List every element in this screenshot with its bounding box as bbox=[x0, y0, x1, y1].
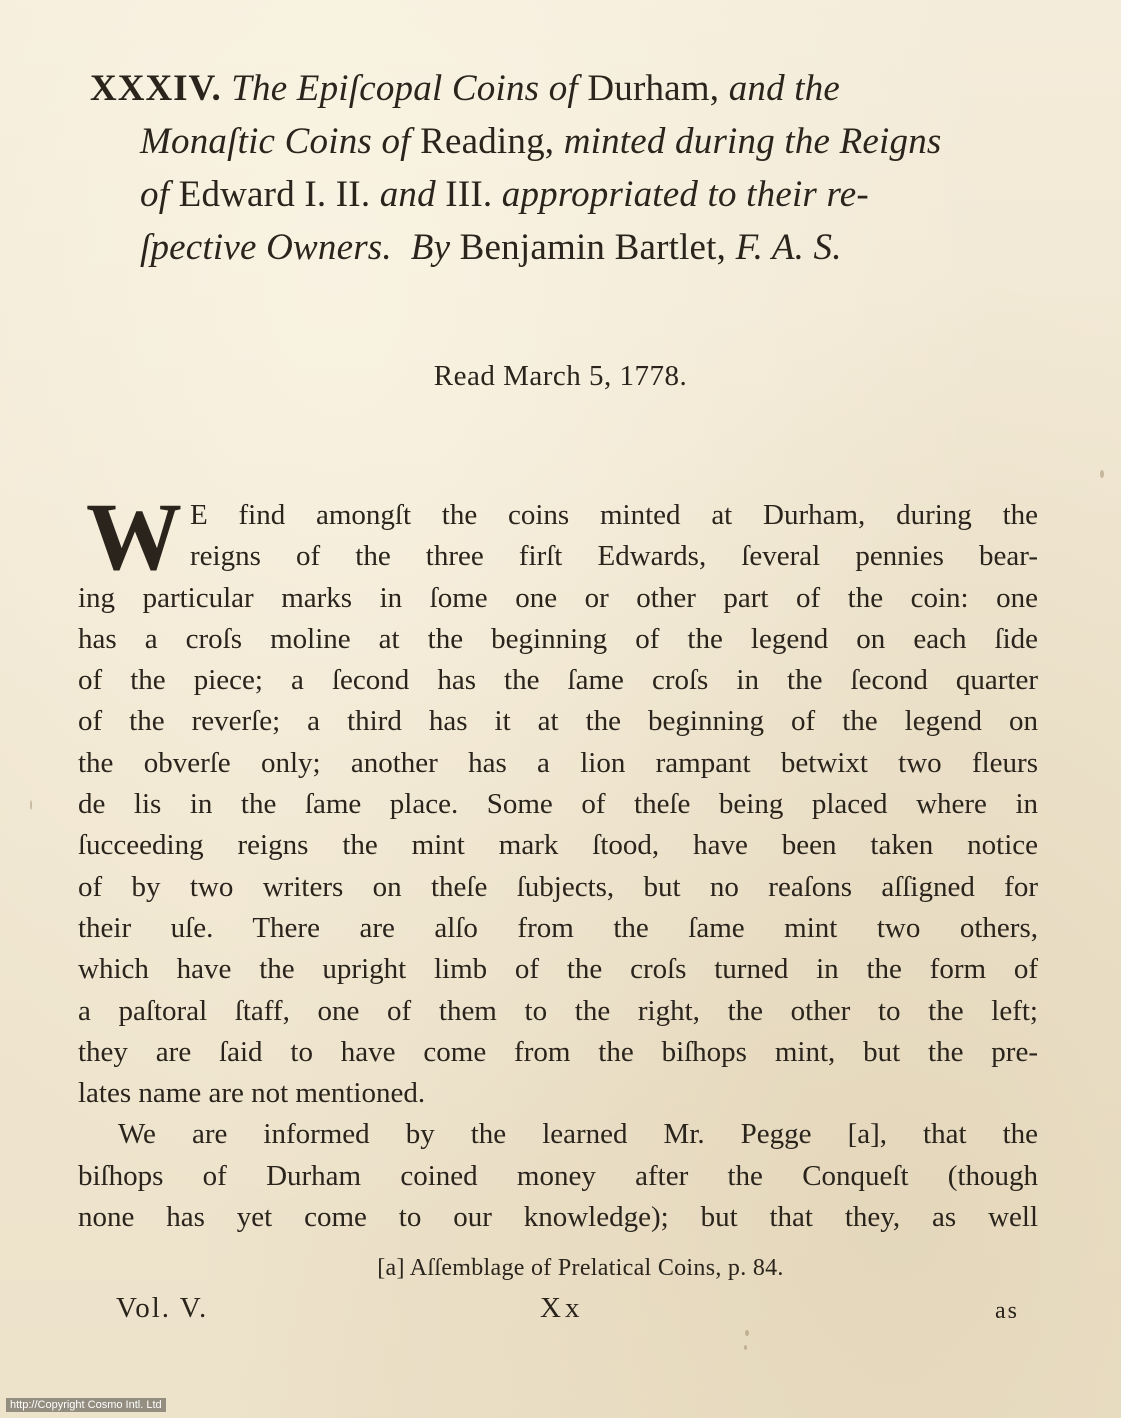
text-line: E find amongſt the coins minted at Durham, during the bbox=[190, 499, 1038, 531]
ink-speck bbox=[30, 800, 32, 810]
title-text: appropriated to their re- bbox=[501, 174, 869, 215]
title-text: Durham, bbox=[587, 68, 720, 109]
drop-cap: W bbox=[86, 483, 182, 590]
text-line: none has yet come to our knowledge); but that they, as well bbox=[78, 1201, 1038, 1234]
text-line: has a croſs moline at the beginning of the legend on each ſide bbox=[78, 622, 1038, 655]
copyright-watermark: http://Copyright Cosmo Intl. Ltd bbox=[6, 1398, 166, 1412]
text-line: of by two writers on theſe ſubjects, but no reaſons aſſigned for bbox=[78, 870, 1038, 903]
author-name: Benjamin Bartlet, bbox=[459, 227, 727, 268]
footnote: [a] Aſſemblage of Prelatical Coins, p. 84. bbox=[377, 1255, 784, 1281]
ink-speck bbox=[744, 1345, 747, 1350]
text-line: of the reverſe; a third has it at the beginning of the legend on bbox=[78, 705, 1038, 738]
title-text: Reading, bbox=[420, 121, 555, 162]
text-line: the obverſe only; another has a lion rampant betwixt two fleurs bbox=[78, 746, 1038, 779]
text-line: a paſtoral ſtaff, one of them to the right, the other to the left; bbox=[78, 994, 1038, 1027]
title-text: and bbox=[379, 174, 436, 215]
text-line: de lis in the ſame place. Some of theſe being placed where in bbox=[78, 788, 1038, 821]
ink-speck bbox=[1100, 470, 1104, 478]
title-text: III. bbox=[445, 174, 493, 215]
paragraph-1 bbox=[78, 483, 1038, 1114]
text-line: their uſe. There are alſo from the ſame mint two others, bbox=[78, 911, 1038, 944]
title-text: Monaſtic Coins of bbox=[140, 121, 411, 162]
volume-label: Vol. V. bbox=[116, 1292, 209, 1324]
text-line: lates name are not mentioned. bbox=[78, 1077, 426, 1110]
title-text: Edward I. II. bbox=[178, 174, 371, 215]
title-line-4 bbox=[90, 221, 1050, 274]
text-line: they are ſaid to have come from the biſhops mint, but the pre- bbox=[78, 1035, 1038, 1068]
title-text: of bbox=[140, 174, 170, 215]
text-line: which have the upright limb of the croſs turned in the form of bbox=[78, 953, 1038, 986]
title-text: ſpective Owners. bbox=[140, 227, 392, 268]
catchword: as bbox=[995, 1298, 1019, 1324]
text-line: ing particular marks in ſome one or other part of the coin: one bbox=[78, 581, 1038, 614]
paragraph-2 bbox=[78, 1114, 1038, 1238]
text-line: We are informed by the learned Mr. Pegge [a], that the bbox=[118, 1118, 1038, 1151]
article-title bbox=[90, 62, 1050, 274]
text-line: ſucceeding reigns the mint mark ſtood, have been taken notice bbox=[78, 829, 1038, 862]
read-date: Read March 5, 1778. bbox=[433, 360, 688, 392]
title-text: By bbox=[410, 227, 451, 268]
title-text: The Epiſcopal Coins of bbox=[231, 68, 578, 109]
title-text: minted during the Reigns bbox=[563, 121, 942, 162]
text-line: reigns of the three firſt Edwards, ſeveral pennies bear- bbox=[190, 540, 1038, 573]
title-text: and the bbox=[728, 68, 841, 109]
ink-speck bbox=[745, 1330, 749, 1336]
text-line: of the piece; a ſecond has the ſame croſs in the ſecond quarter bbox=[78, 664, 1038, 697]
title-line-3 bbox=[90, 168, 1050, 221]
article-number: XXXIV. bbox=[90, 68, 222, 109]
title-line-1 bbox=[90, 62, 1050, 115]
author-credential: F. A. S. bbox=[735, 227, 842, 268]
text-line: biſhops of Durham coined money after the Conqueſt (though bbox=[78, 1159, 1038, 1192]
title-line-2 bbox=[90, 115, 1050, 168]
signature-mark: Xx bbox=[540, 1292, 584, 1324]
body-text bbox=[78, 483, 1038, 1238]
